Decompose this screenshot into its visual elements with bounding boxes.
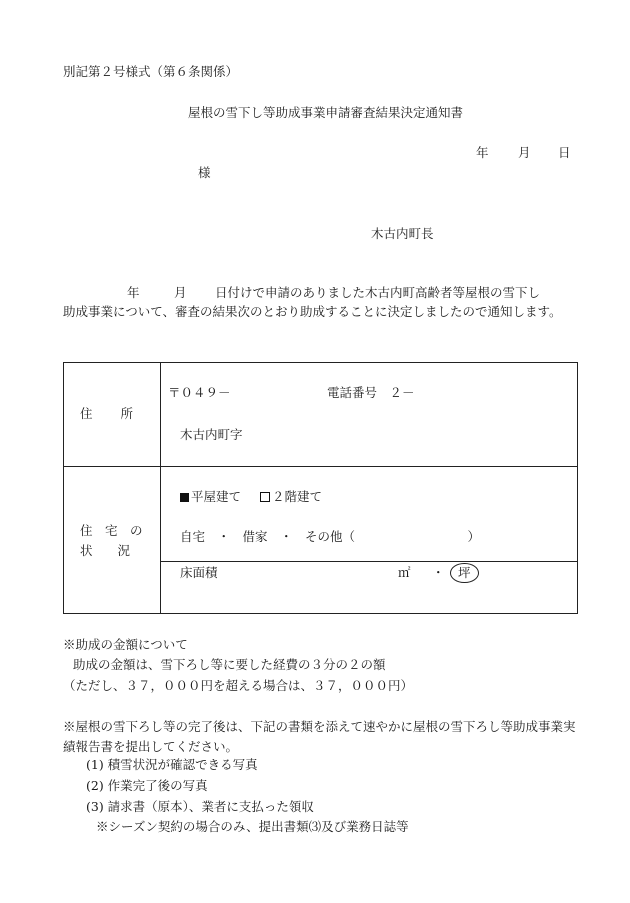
table-border-top bbox=[63, 362, 578, 363]
checked-checkbox-icon bbox=[180, 493, 189, 502]
amount-line2: （ただし、３７，０００円を超える場合は、３７，０００円） bbox=[63, 678, 414, 693]
housing-label-line1: 住 宅 の bbox=[80, 523, 143, 538]
date-month: 月 bbox=[518, 145, 531, 160]
addressee-suffix: 様 bbox=[198, 165, 211, 180]
unit-tsubo: 坪 bbox=[450, 563, 479, 583]
table-divider-col bbox=[160, 362, 161, 614]
amount-heading: ※助成の金額について bbox=[63, 637, 188, 652]
floor-option-double-label: ２階建て bbox=[272, 489, 323, 504]
completion-instructions: ※屋根の雪下ろし等の完了後は、下記の書類を添えて速やかに屋根の雪下ろし等助成事業実績報告書を提出してください。 bbox=[63, 719, 576, 754]
date-year: 年 bbox=[476, 145, 489, 160]
town-name: 木古内町字 bbox=[180, 427, 243, 442]
postal-code: 〒０４９－ bbox=[168, 385, 231, 400]
date-day: 日 bbox=[558, 145, 571, 160]
document-title: 屋根の雪下し等助成事業申請審査結果決定通知書 bbox=[188, 105, 464, 120]
table-divider-row bbox=[63, 466, 578, 467]
unit-square-meter: ㎡ bbox=[398, 565, 411, 580]
form-number-label: 別記第２号様式（第６条関係） bbox=[63, 64, 239, 79]
unit-tsubo-circled bbox=[450, 563, 479, 583]
floor-area-label: 床面積 bbox=[180, 565, 218, 580]
floor-option-double bbox=[260, 491, 322, 504]
floor-option-single-label: 平屋建て bbox=[191, 489, 242, 504]
required-doc-item: (3) 請求書（原本）、業者に支払った領収 bbox=[86, 799, 314, 814]
unit-separator: ・ bbox=[432, 565, 445, 580]
amount-line1: 助成の金額は、雪下ろし等に要した経費の３分の２の額 bbox=[73, 657, 386, 672]
season-contract-note: ※シーズン契約の場合のみ、提出書類⑶及び業務日誌等 bbox=[96, 819, 409, 834]
housing-label-line2: 状 況 bbox=[80, 543, 131, 558]
required-doc-item: (2) 作業完了後の写真 bbox=[86, 778, 208, 793]
para-month: 月 bbox=[174, 285, 187, 300]
unchecked-checkbox-icon bbox=[260, 492, 270, 502]
table-border-right bbox=[577, 362, 578, 614]
address-label: 住 所 bbox=[80, 406, 135, 421]
issuer-name: 木古内町長 bbox=[371, 226, 434, 241]
table-divider-floorarea bbox=[160, 561, 578, 562]
floor-option-single bbox=[180, 491, 241, 504]
table-border-bottom bbox=[63, 613, 578, 614]
table-border-left bbox=[63, 362, 64, 614]
para-text-line1: 日付けで申請のありました木古内町高齢者等屋根の雪下し bbox=[215, 285, 541, 300]
ownership-options: 自宅 ・ 借家 ・ その他（ ） bbox=[180, 529, 481, 544]
phone-number-label: 電話番号 ２－ bbox=[327, 385, 415, 400]
required-doc-item: (1) 積雪状況が確認できる写真 bbox=[86, 757, 258, 772]
para-year: 年 bbox=[127, 285, 140, 300]
para-text-rest: 助成事業について、審査の結果次のとおり助成することに決定しましたので通知します。 bbox=[63, 304, 562, 319]
